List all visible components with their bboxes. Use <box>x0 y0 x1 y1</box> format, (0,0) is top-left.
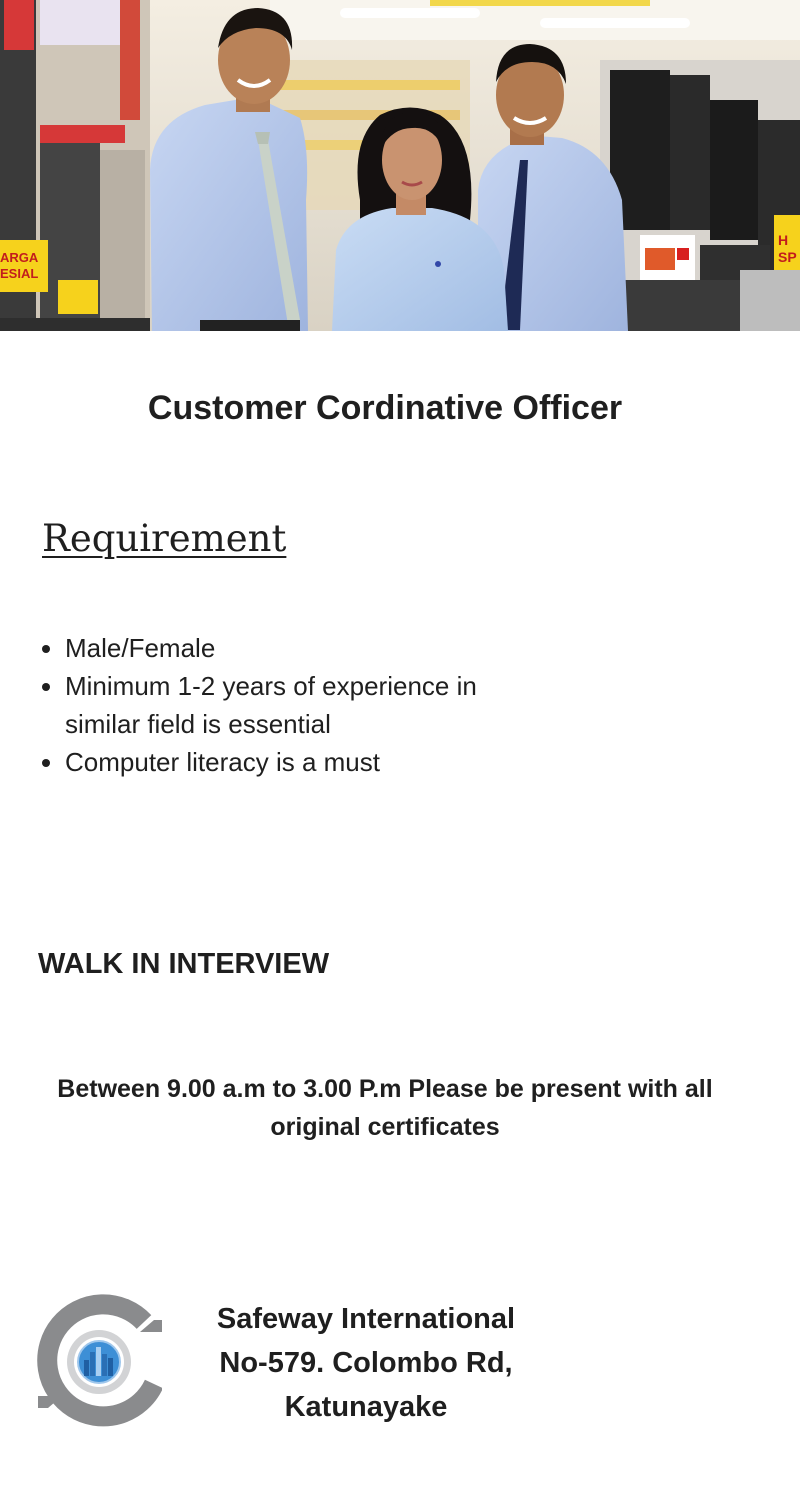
interview-time-note: Between 9.00 a.m to 3.00 P.m Please be present with all original certificates <box>57 1075 713 1141</box>
company-name: Safeway International <box>216 1303 516 1335</box>
company-address-block <box>186 1297 546 1429</box>
walk-in-interview-heading: WALK IN INTERVIEW <box>38 948 330 980</box>
sign-left-text: ARGA <box>0 250 39 265</box>
requirement-item-experience: • Minimum 1-2 years of experience in similar field is essential <box>65 667 485 743</box>
requirement-item-computer-literacy: • Computer literacy is a must <box>65 743 485 781</box>
hero-photo <box>0 0 800 331</box>
svg-text:ESIAL: ESIAL <box>0 266 39 281</box>
requirement-item-gender: • Male/Female <box>65 629 485 667</box>
address-line-2: Katunayake <box>284 1391 448 1423</box>
job-title: Customer Cordinative Officer <box>147 389 623 427</box>
staff-photo-illustration <box>0 0 800 331</box>
svg-text:SP: SP <box>778 249 797 265</box>
requirement-heading: Requirement <box>42 517 287 560</box>
address-line-1: No-579. Colombo Rd, <box>219 1347 513 1379</box>
safeway-logo-icon <box>36 1292 162 1430</box>
requirement-list <box>0 629 485 781</box>
svg-text:H: H <box>778 232 789 248</box>
